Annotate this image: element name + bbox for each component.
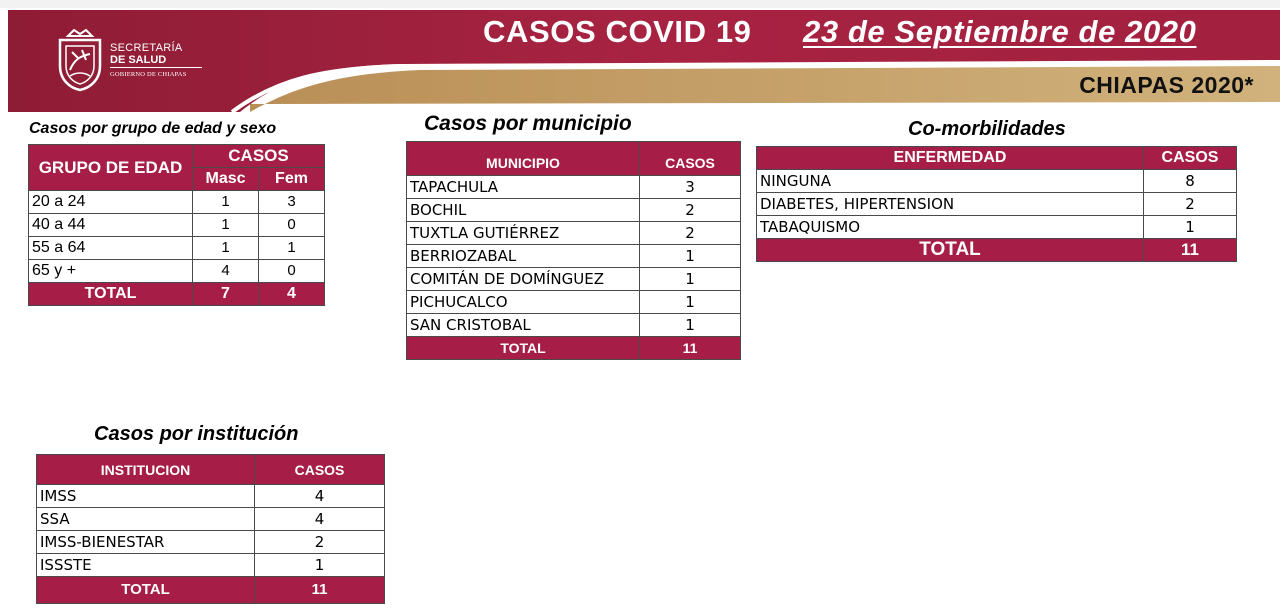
casos-cell: 2 — [640, 199, 741, 222]
casos-cell: 1 — [640, 314, 741, 337]
header-casos: CASOS — [255, 455, 385, 485]
casos-cell: 2 — [1144, 193, 1237, 216]
header-grupo-edad: GRUPO DE EDAD — [29, 145, 193, 191]
table-municipio — [406, 141, 741, 360]
region-label: CHIAPAS 2020* — [1079, 72, 1254, 98]
masc-cell: 1 — [193, 191, 259, 214]
table-row — [757, 193, 1237, 216]
header-institucion: INSTITUCION — [37, 455, 255, 485]
table-row — [29, 214, 325, 237]
table-row — [29, 191, 325, 214]
casos-cell: 1 — [1144, 216, 1237, 239]
header-municipio: MUNICIPIO — [407, 142, 640, 176]
enfermedad-cell: NINGUNA — [757, 170, 1144, 193]
total-label: TOTAL — [37, 577, 255, 604]
total-value: 11 — [255, 577, 385, 604]
total-label: TOTAL — [757, 239, 1144, 262]
table-row — [37, 554, 385, 577]
fem-cell: 0 — [259, 214, 325, 237]
casos-cell: 1 — [640, 291, 741, 314]
casos-cell: 8 — [1144, 170, 1237, 193]
enfermedad-cell: TABAQUISMO — [757, 216, 1144, 239]
casos-cell: 1 — [640, 245, 741, 268]
enfermedad-cell: DIABETES, HIPERTENSION — [757, 193, 1144, 216]
grupo-cell: 65 y + — [29, 260, 193, 283]
municipio-cell: TUXTLA GUTIÉRREZ — [407, 222, 640, 245]
table-row — [757, 170, 1237, 193]
masc-cell: 1 — [193, 237, 259, 260]
casos-cell: 1 — [255, 554, 385, 577]
total-row — [757, 239, 1237, 262]
fem-cell: 3 — [259, 191, 325, 214]
table-row — [407, 314, 741, 337]
institucion-cell: IMSS-BIENESTAR — [37, 531, 255, 554]
table-row — [407, 222, 741, 245]
total-row — [37, 577, 385, 604]
table-row — [757, 216, 1237, 239]
header-casos: CASOS — [193, 145, 325, 168]
casos-cell: 2 — [255, 531, 385, 554]
logo-line-3: GOBIERNO DE CHIAPAS — [110, 71, 187, 78]
total-label: TOTAL — [407, 337, 640, 360]
header-masc: Masc — [193, 168, 259, 191]
total-masc: 7 — [193, 283, 259, 306]
header-casos: CASOS — [640, 142, 741, 176]
masc-cell: 4 — [193, 260, 259, 283]
table-row — [37, 531, 385, 554]
casos-cell: 1 — [640, 268, 741, 291]
table-institucion — [36, 454, 385, 604]
table-row — [407, 291, 741, 314]
secretaria-salud-logo — [56, 26, 206, 96]
municipio-cell: COMITÁN DE DOMÍNGUEZ — [407, 268, 640, 291]
table-comorbilidades — [756, 146, 1237, 262]
municipio-cell: PICHUCALCO — [407, 291, 640, 314]
header-fem: Fem — [259, 168, 325, 191]
table-row — [407, 176, 741, 199]
municipio-cell: TAPACHULA — [407, 176, 640, 199]
report-title: CASOS COVID 19 — [483, 14, 752, 49]
institucion-cell: IMSS — [37, 485, 255, 508]
table-row — [37, 508, 385, 531]
section-title-institucion: Casos por institución — [94, 423, 299, 445]
coat-of-arms-icon — [56, 26, 104, 92]
total-label: TOTAL — [29, 283, 193, 306]
table-row — [407, 199, 741, 222]
total-value: 11 — [1144, 239, 1237, 262]
casos-cell: 4 — [255, 508, 385, 531]
header-casos: CASOS — [1144, 147, 1237, 170]
municipio-cell: SAN CRISTOBAL — [407, 314, 640, 337]
masc-cell: 1 — [193, 214, 259, 237]
header-enfermedad: ENFERMEDAD — [757, 147, 1144, 170]
table-row — [37, 485, 385, 508]
total-value: 11 — [640, 337, 741, 360]
table-row — [407, 245, 741, 268]
logo-line-1: SECRETARÍA — [110, 42, 183, 54]
municipio-cell: BERRIOZABAL — [407, 245, 640, 268]
section-title-comorbilidades: Co-morbilidades — [908, 118, 1066, 140]
logo-line-2: DE SALUD — [110, 54, 167, 66]
municipio-cell: BOCHIL — [407, 199, 640, 222]
grupo-cell: 40 a 44 — [29, 214, 193, 237]
casos-cell: 2 — [640, 222, 741, 245]
total-row — [407, 337, 741, 360]
institucion-cell: SSA — [37, 508, 255, 531]
logo-divider — [110, 67, 202, 68]
table-row — [407, 268, 741, 291]
header-banner — [0, 0, 1280, 112]
table-row — [29, 260, 325, 283]
fem-cell: 0 — [259, 260, 325, 283]
grupo-cell: 55 a 64 — [29, 237, 193, 260]
institucion-cell: ISSSTE — [37, 554, 255, 577]
total-fem: 4 — [259, 283, 325, 306]
casos-cell: 3 — [640, 176, 741, 199]
section-title-municipio: Casos por municipio — [424, 112, 632, 135]
grupo-cell: 20 a 24 — [29, 191, 193, 214]
table-edad-sexo — [28, 144, 325, 306]
casos-cell: 4 — [255, 485, 385, 508]
total-row — [29, 283, 325, 306]
fem-cell: 1 — [259, 237, 325, 260]
table-row — [29, 237, 325, 260]
report-date: 23 de Septiembre de 2020 — [803, 14, 1197, 49]
section-title-edad-sexo: Casos por grupo de edad y sexo — [29, 120, 277, 137]
